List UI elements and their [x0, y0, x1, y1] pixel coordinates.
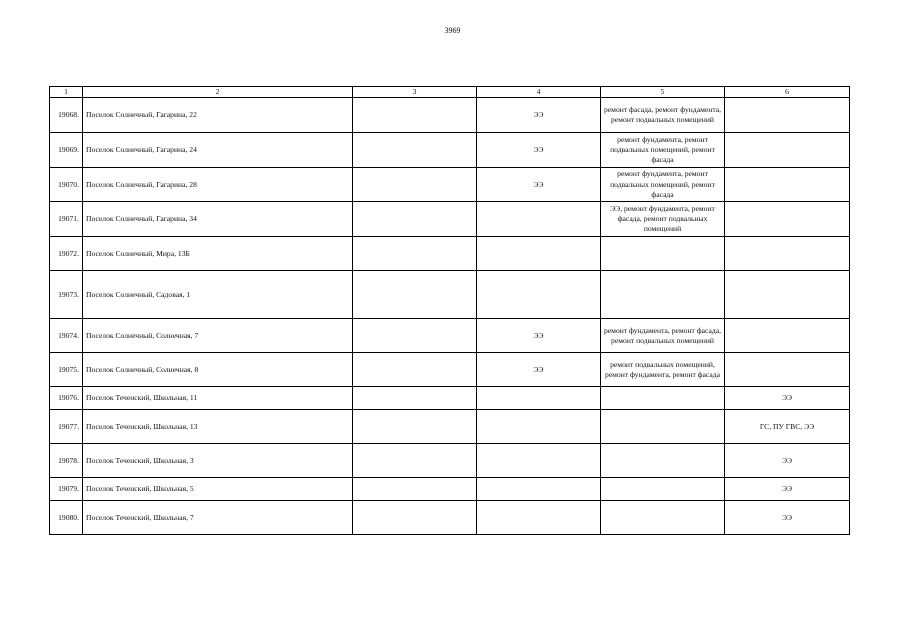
col6-cell	[725, 98, 850, 133]
column-header: 3	[353, 87, 477, 98]
column-header: 1	[50, 87, 83, 98]
col3-cell	[353, 271, 477, 319]
col4-cell	[477, 271, 601, 319]
col4-cell	[477, 478, 601, 501]
col5-cell: ЭЭ, ремонт фундамента, ремонт фасада, ремонт подвальных помещений	[601, 202, 725, 237]
col4-cell: ЭЭ	[477, 133, 601, 168]
col3-cell	[353, 133, 477, 168]
col6-cell	[725, 202, 850, 237]
table-row	[50, 353, 850, 387]
address-cell: Поселок Солнечный, Солнечная, 8	[83, 353, 353, 387]
row-number: 19080.	[50, 501, 83, 535]
table-row	[50, 387, 850, 410]
table-row	[50, 202, 850, 237]
header-row	[50, 87, 850, 98]
address-cell: Поселок Солнечный, Гагарина, 22	[83, 98, 353, 133]
address-cell: Поселок Солнечный, Гагарина, 34	[83, 202, 353, 237]
table-row	[50, 98, 850, 133]
col5-cell: ремонт фундамента, ремонт подвальных помещений, ремонт фасада	[601, 168, 725, 202]
col3-cell	[353, 237, 477, 271]
address-cell: Поселок Теченский, Школьная, 5	[83, 478, 353, 501]
col6-cell	[725, 168, 850, 202]
col4-cell	[477, 444, 601, 478]
table-header	[50, 87, 850, 98]
registry-table	[49, 86, 850, 535]
table-row	[50, 478, 850, 501]
table-row	[50, 319, 850, 353]
col6-cell	[725, 319, 850, 353]
col4-cell: ЭЭ	[477, 319, 601, 353]
address-cell: Поселок Солнечный, Гагарина, 28	[83, 168, 353, 202]
row-number: 19072.	[50, 237, 83, 271]
table-row	[50, 271, 850, 319]
col5-cell	[601, 444, 725, 478]
col3-cell	[353, 353, 477, 387]
address-cell: Поселок Солнечный, Садовая, 1	[83, 271, 353, 319]
col6-cell: ЭЭ	[725, 444, 850, 478]
address-cell: Поселок Теченский, Школьная, 11	[83, 387, 353, 410]
table-row	[50, 501, 850, 535]
col4-cell: ЭЭ	[477, 98, 601, 133]
col5-cell	[601, 410, 725, 444]
address-cell: Поселок Теченский, Школьная, 13	[83, 410, 353, 444]
address-cell: Поселок Солнечный, Солнечная, 7	[83, 319, 353, 353]
row-number: 19073.	[50, 271, 83, 319]
row-number: 19076.	[50, 387, 83, 410]
page-number: 3969	[444, 26, 461, 35]
row-number: 19069.	[50, 133, 83, 168]
col6-cell: ЭЭ	[725, 387, 850, 410]
col3-cell	[353, 387, 477, 410]
col5-cell	[601, 478, 725, 501]
table-body	[50, 98, 850, 535]
address-cell: Поселок Солнечный, Гагарина, 24	[83, 133, 353, 168]
address-cell: Поселок Солнечный, Мира, 13Б	[83, 237, 353, 271]
col6-cell: ЭЭ	[725, 501, 850, 535]
table-row	[50, 168, 850, 202]
col5-cell	[601, 271, 725, 319]
column-header: 5	[601, 87, 725, 98]
col5-cell: ремонт фундамента, ремонт подвальных помещений, ремонт фасада	[601, 133, 725, 168]
column-header: 4	[477, 87, 601, 98]
table-row	[50, 237, 850, 271]
col3-cell	[353, 168, 477, 202]
col5-cell: ремонт фундамента, ремонт фасада, ремонт подвальных помещений	[601, 319, 725, 353]
col6-cell	[725, 353, 850, 387]
col3-cell	[353, 319, 477, 353]
col5-cell	[601, 237, 725, 271]
table-row	[50, 133, 850, 168]
col3-cell	[353, 444, 477, 478]
row-number: 19071.	[50, 202, 83, 237]
col5-cell	[601, 387, 725, 410]
col6-cell	[725, 237, 850, 271]
col3-cell	[353, 202, 477, 237]
col3-cell	[353, 501, 477, 535]
col5-cell: ремонт фасада, ремонт фундамента, ремонт подвальных помещений	[601, 98, 725, 133]
col6-cell	[725, 271, 850, 319]
col6-cell	[725, 133, 850, 168]
row-number: 19068.	[50, 98, 83, 133]
col3-cell	[353, 410, 477, 444]
row-number: 19070.	[50, 168, 83, 202]
address-cell: Поселок Теченский, Школьная, 7	[83, 501, 353, 535]
col4-cell	[477, 387, 601, 410]
table-row	[50, 444, 850, 478]
col4-cell: ЭЭ	[477, 168, 601, 202]
row-number: 19078.	[50, 444, 83, 478]
row-number: 19074.	[50, 319, 83, 353]
col4-cell	[477, 501, 601, 535]
column-header: 2	[83, 87, 353, 98]
col4-cell: ЭЭ	[477, 353, 601, 387]
address-cell: Поселок Теченский, Школьная, 3	[83, 444, 353, 478]
col6-cell: ЭЭ	[725, 478, 850, 501]
col4-cell	[477, 237, 601, 271]
row-number: 19079.	[50, 478, 83, 501]
table-row	[50, 410, 850, 444]
col4-cell	[477, 410, 601, 444]
row-number: 19077.	[50, 410, 83, 444]
column-header: 6	[725, 87, 850, 98]
row-number: 19075.	[50, 353, 83, 387]
col4-cell	[477, 202, 601, 237]
col5-cell: ремонт подвальных помещений, ремонт фундамента, ремонт фасада	[601, 353, 725, 387]
col5-cell	[601, 501, 725, 535]
col6-cell: ГС, ПУ ГВС, ЭЭ	[725, 410, 850, 444]
col3-cell	[353, 98, 477, 133]
col3-cell	[353, 478, 477, 501]
